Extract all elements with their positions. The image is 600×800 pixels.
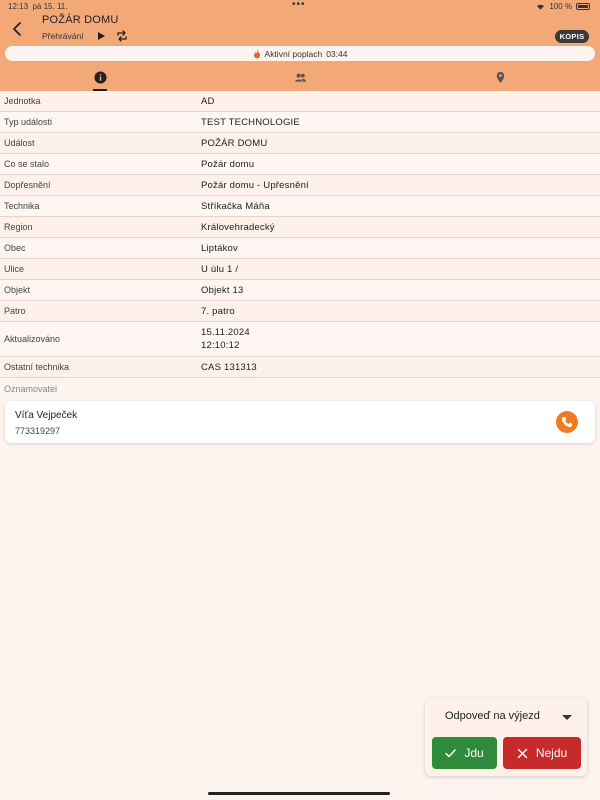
table-row [0,175,600,196]
table-row [0,238,600,259]
row-value: POŽÁR DOMU [201,137,268,149]
row-label: Ostatní technika [4,362,70,372]
location-pin-icon [494,71,507,84]
tab-bar [0,63,600,91]
playback-label: Přehrávání [42,31,84,41]
response-panel [425,698,587,776]
wifi-icon [536,3,545,10]
check-icon [445,748,456,759]
updated-time: 12:10:12 [201,340,240,351]
table-row [0,301,600,322]
phone-icon [561,416,573,428]
go-button[interactable] [432,737,497,769]
row-label: Aktualizováno [4,334,61,344]
table-row [0,196,600,217]
updated-date: 15.11.2024 [201,327,250,338]
active-alarm-bar [5,46,595,61]
row-label: Událost [4,138,35,148]
table-row [0,133,600,154]
go-button-label: Jdu [464,746,484,760]
battery-level: 100 % [549,2,572,11]
status-date: pá 15. 11. [32,2,68,11]
row-label: Dopřesnění [4,180,51,190]
home-indicator[interactable] [208,792,390,795]
alarm-label: Aktivní poplach [264,48,323,59]
status-time-date [8,2,67,11]
table-row [0,322,600,357]
call-button[interactable] [556,411,578,433]
people-icon [294,71,307,84]
row-value: TEST TECHNOLOGIE [201,116,300,128]
row-label: Region [4,222,33,232]
table-row [0,112,600,133]
status-right [536,2,590,11]
row-label: Ulice [4,264,25,274]
kopis-badge[interactable]: KOPIS [555,30,589,43]
app-header [0,0,600,91]
repeat-icon[interactable] [115,29,129,43]
row-value: 7. patro [201,305,235,317]
row-label: Patro [4,306,26,316]
tab-location[interactable] [400,63,600,91]
table-row [0,280,600,301]
reporter-phone: 773319297 [15,426,61,436]
table-row [0,259,600,280]
row-value: U úlu 1 / [201,263,239,275]
flame-icon [253,49,261,59]
tab-people[interactable] [200,63,400,91]
table-row [0,217,600,238]
reporter-section-label: Oznamovatel [4,384,58,394]
row-value: CAS 131313 [201,361,257,373]
table-row [0,91,600,112]
row-value: Požár domu [201,158,255,170]
row-label: Technika [4,201,40,211]
status-time: 12:13 [8,2,29,11]
row-value [201,326,250,352]
row-value: Liptákov [201,242,238,254]
reporter-name: Víťa Vejpeček [15,410,78,421]
status-bar [0,2,600,12]
row-value: Královehradecký [201,221,275,233]
battery-icon [576,3,590,10]
row-value: Stříkačka Máňa [201,200,270,212]
table-row [0,154,600,175]
row-value: Požár domu - Upřesnění [201,179,309,191]
not-going-button[interactable] [503,737,581,769]
response-dropdown[interactable]: Odpoveď na výjezd [445,710,540,722]
row-value: AD [201,95,215,107]
row-label: Co se stalo [4,159,50,169]
row-label: Obec [4,243,26,253]
tab-info[interactable] [0,63,200,91]
info-icon [94,71,107,84]
dropdown-arrow-icon[interactable] [562,715,572,720]
play-icon[interactable] [96,31,106,41]
close-icon [517,748,528,759]
details-table [0,91,600,378]
table-row [0,357,600,378]
not-going-button-label: Nejdu [535,746,568,760]
reporter-card [5,401,595,443]
back-arrow-icon[interactable] [10,20,26,38]
row-label: Objekt [4,285,31,295]
row-label: Jednotka [4,96,41,106]
alarm-timer: 03:44 [326,48,348,59]
multitask-dots-icon[interactable]: ••• [292,0,306,10]
row-value: Objekt 13 [201,284,244,296]
row-label: Typ události [4,117,53,127]
page-title: POŽÁR DOMU [42,14,119,26]
